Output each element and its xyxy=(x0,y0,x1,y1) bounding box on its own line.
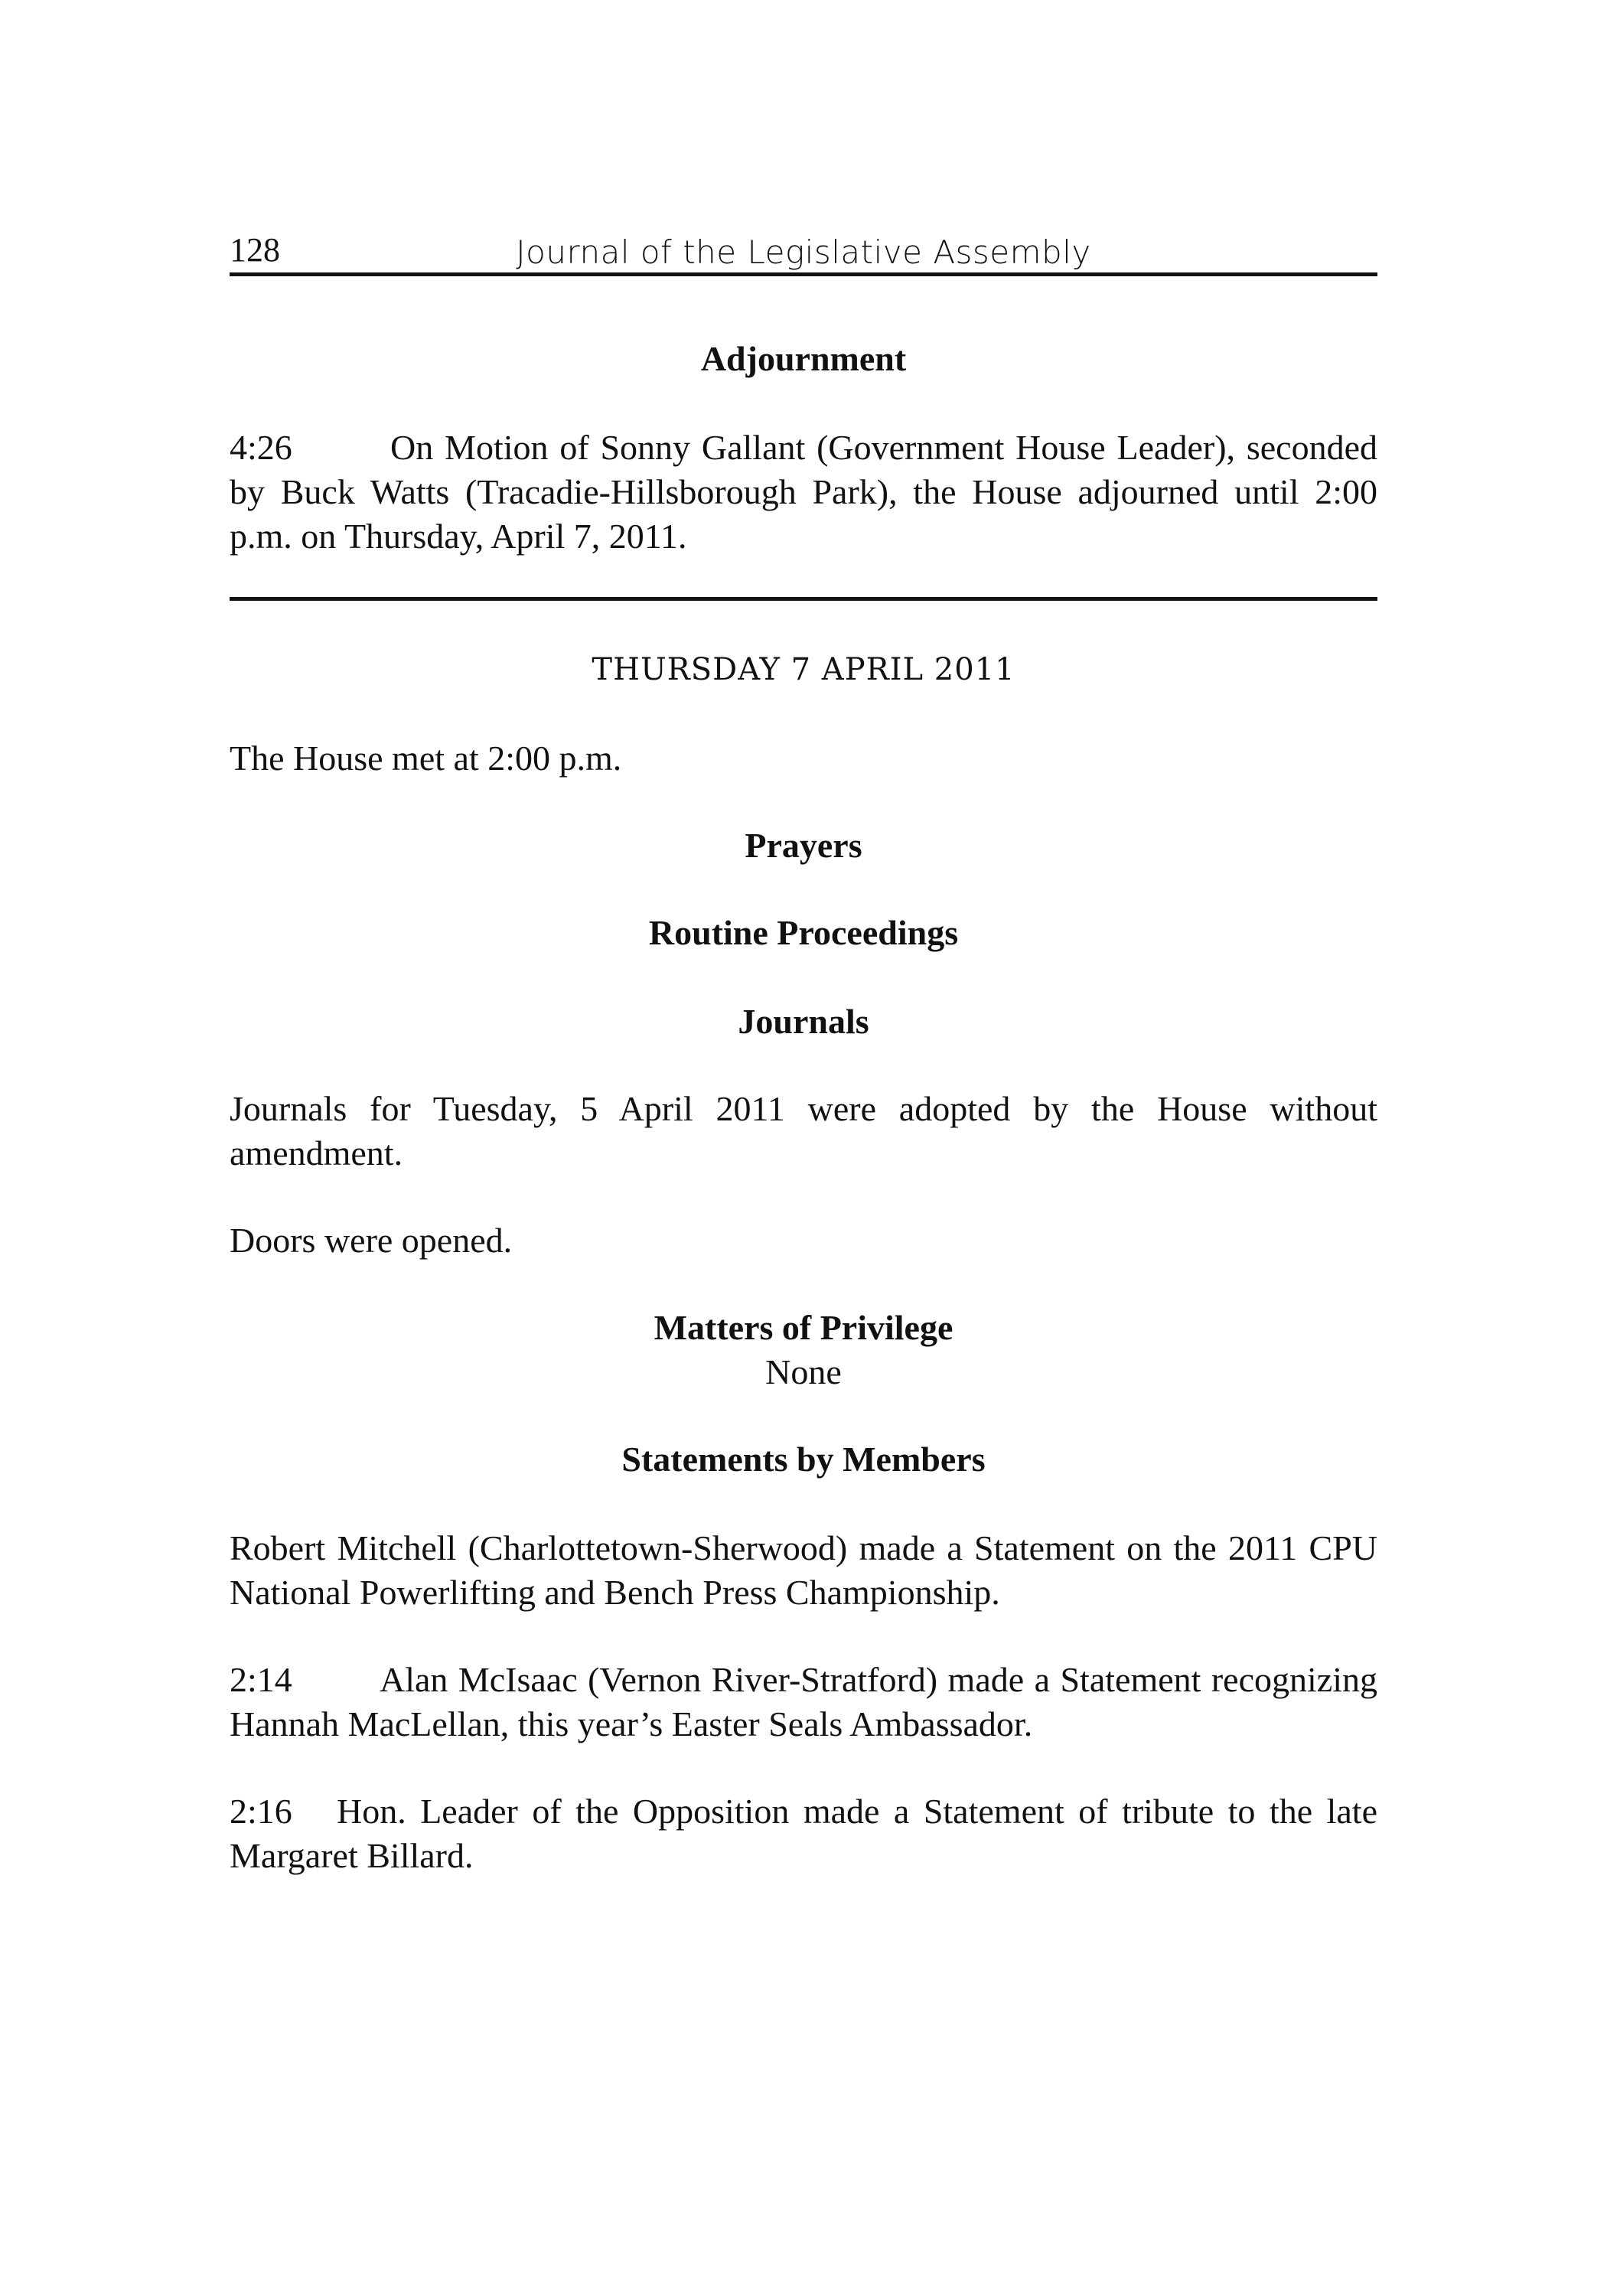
adjournment-text: On Motion of Sonny Gallant (Government House Leader), seconded by Buck Watts (Tracadie-Hillsborough Park), the House adjourned until 2:00 p.m. on Thursday, April 7, 2011. xyxy=(230,428,1377,556)
sitting-date: THURSDAY 7 APRIL 2011 xyxy=(592,652,1015,687)
running-header xyxy=(230,230,1377,276)
sitting-opening: The House met at 2:00 p.m. xyxy=(230,739,622,778)
statement-text: Alan McIsaac (Vernon River-Stratford) made a Statement recognizing Hannah MacLellan, this year’s Easter Seals Ambassador. xyxy=(230,1660,1377,1743)
page-number: 128 xyxy=(230,231,280,269)
adjournment-heading: Adjournment xyxy=(700,339,907,378)
section-divider xyxy=(230,597,1377,601)
adjournment-paragraph xyxy=(230,426,1377,559)
statement-text: Hon. Leader of the Opposition made a Statement of tribute to the late Margaret Billard. xyxy=(230,1792,1377,1875)
statement-item xyxy=(230,1658,1377,1746)
statement-time: 2:14 xyxy=(230,1660,292,1699)
statement-item xyxy=(230,1526,1377,1615)
routine-proceedings-heading: Routine Proceedings xyxy=(648,913,959,952)
journals-paragraph: Journals for Tuesday, 5 April 2011 were adopted by the House without amendment. xyxy=(230,1089,1377,1172)
statements-heading: Statements by Members xyxy=(621,1440,986,1479)
journal-page xyxy=(230,0,1377,2296)
doors-paragraph: Doors were opened. xyxy=(230,1221,513,1260)
journals-heading: Journals xyxy=(738,1002,869,1041)
statement-item xyxy=(230,1789,1377,1878)
statement-time: 2:16 xyxy=(230,1792,292,1831)
privilege-value: None xyxy=(765,1352,842,1391)
statement-text: Robert Mitchell (Charlottetown-Sherwood) made a Statement on the 2011 CPU National Powerlifting and Bench Press Championship. xyxy=(230,1528,1377,1612)
prayers-heading: Prayers xyxy=(745,826,862,865)
privilege-heading: Matters of Privilege xyxy=(654,1308,953,1347)
adjournment-time: 4:26 xyxy=(230,428,292,467)
journal-title: Journal of the Legislative Assembly xyxy=(516,233,1091,271)
